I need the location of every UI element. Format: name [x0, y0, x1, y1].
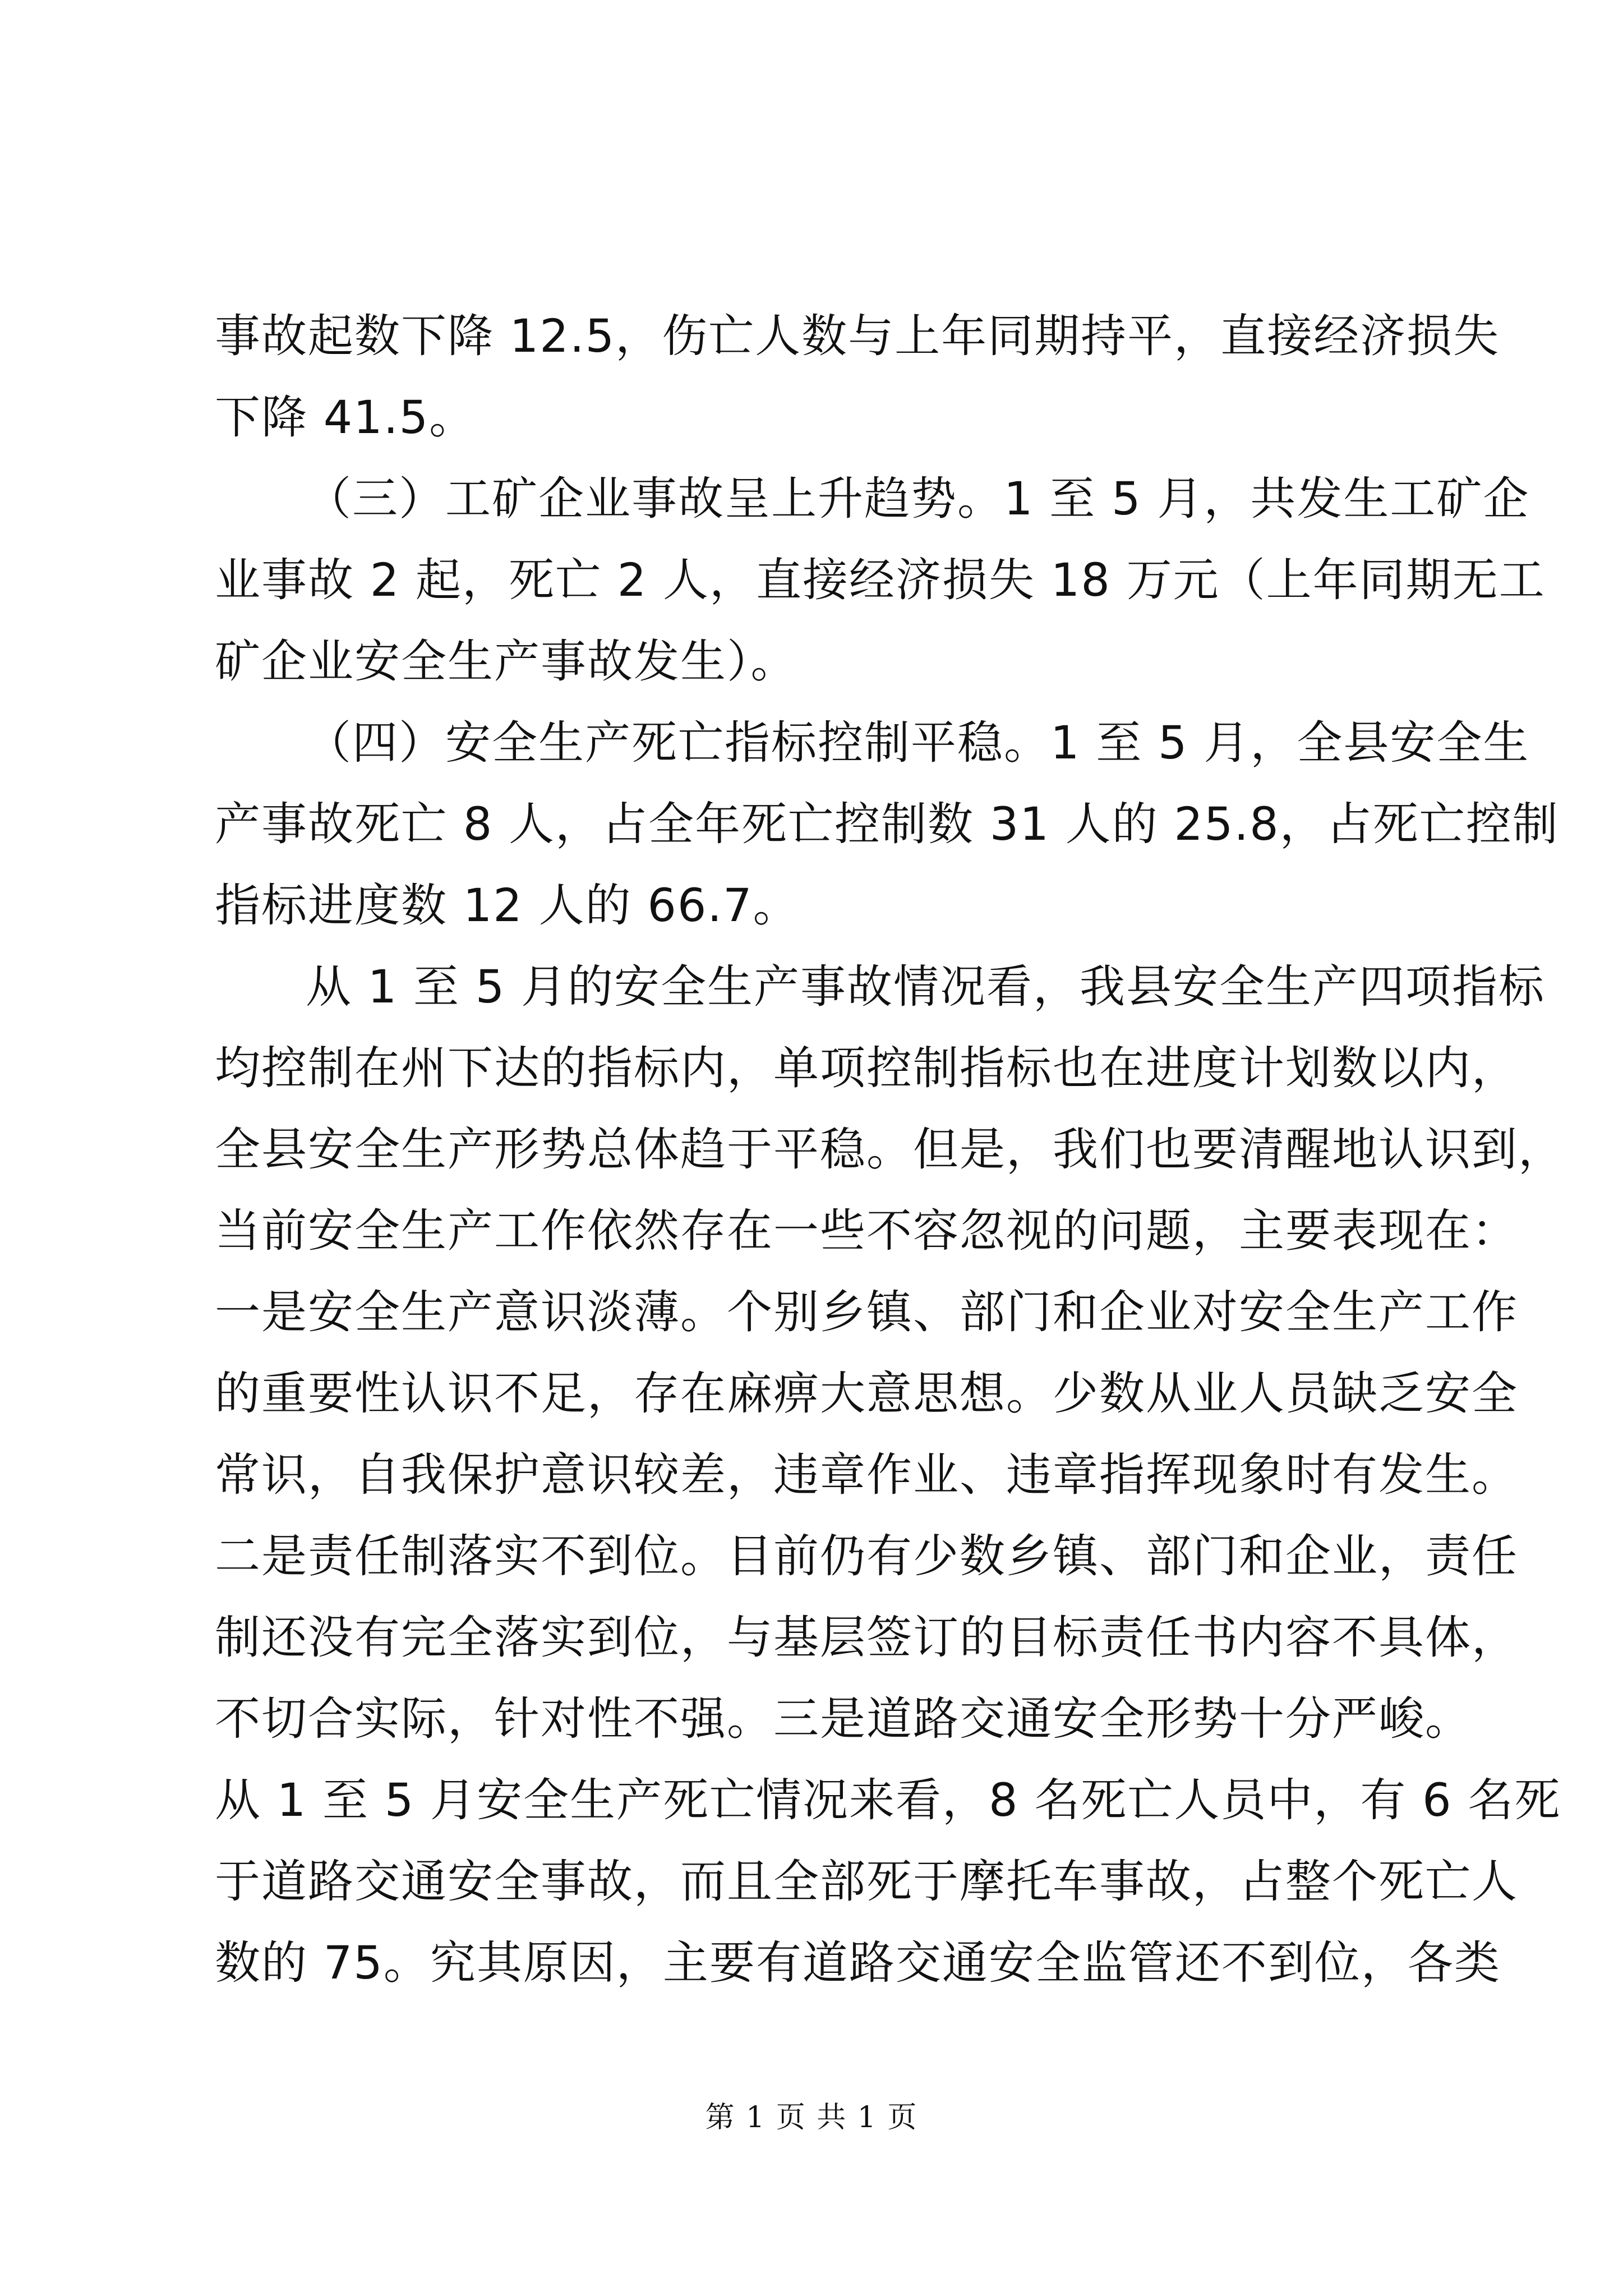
body-text-line: 事故起数下降 12.5，伤亡人数与上年同期持平，直接经济损失: [215, 310, 1500, 363]
body-text-line: 从 1 至 5 月的安全生产事故情况看，我县安全生产四项指标: [306, 961, 1546, 1014]
body-text-line: 的重要性认识不足，存在麻痹大意思想。少数从业人员缺乏安全: [215, 1368, 1519, 1420]
body-text-line: 于道路交通安全事故，而且全部死于摩托车事故，占整个死亡人: [215, 1856, 1519, 1908]
body-text-line: 一是安全生产意识淡薄。个别乡镇、部门和企业对安全生产工作: [215, 1286, 1519, 1339]
body-text-line: 指标进度数 12 人的 66.7。: [215, 880, 800, 932]
body-text-line: 制还没有完全落实到位，与基层签订的目标责任书内容不具体，: [215, 1612, 1519, 1664]
body-text-line: （三）工矿企业事故呈上升趋势。1 至 5 月，共发生工矿企: [306, 473, 1530, 526]
body-text-line: 全县安全生产形势总体趋于平稳。但是，我们也要清醒地认识到，: [215, 1124, 1565, 1176]
body-text-line: 当前安全生产工作依然存在一些不容忽视的问题，主要表现在：: [215, 1205, 1519, 1258]
body-text-line: 从 1 至 5 月安全生产死亡情况来看，8 名死亡人员中，有 6 名死: [215, 1774, 1561, 1827]
body-text-line: （四）安全生产死亡指标控制平稳。1 至 5 月，全县安全生: [306, 717, 1530, 770]
body-text-line: 常识，自我保护意识较差，违章作业、违章指挥现象时有发生。: [215, 1449, 1519, 1502]
body-text-line: 均控制在州下达的指标内，单项控制指标也在进度计划数以内，: [215, 1042, 1519, 1095]
body-text-line: 业事故 2 起，死亡 2 人，直接经济损失 18 万元（上年同期无工: [215, 554, 1546, 607]
page-footer: 第 1 页 共 1 页: [705, 2101, 918, 2134]
body-text-line: 下降 41.5。: [215, 392, 476, 444]
body-text-line: 矿企业安全生产事故发生）。: [215, 636, 797, 688]
body-text-line: 数的 75。究其原因，主要有道路交通安全监管还不到位，各类: [215, 1937, 1501, 1990]
body-text-line: 二是责任制落实不到位。目前仍有少数乡镇、部门和企业，责任: [215, 1530, 1519, 1583]
body-text-line: 产事故死亡 8 人，占全年死亡控制数 31 人的 25.8，占死亡控制: [215, 798, 1559, 851]
body-text-line: 不切合实际，针对性不强。三是道路交通安全形势十分严峻。: [215, 1693, 1472, 1746]
